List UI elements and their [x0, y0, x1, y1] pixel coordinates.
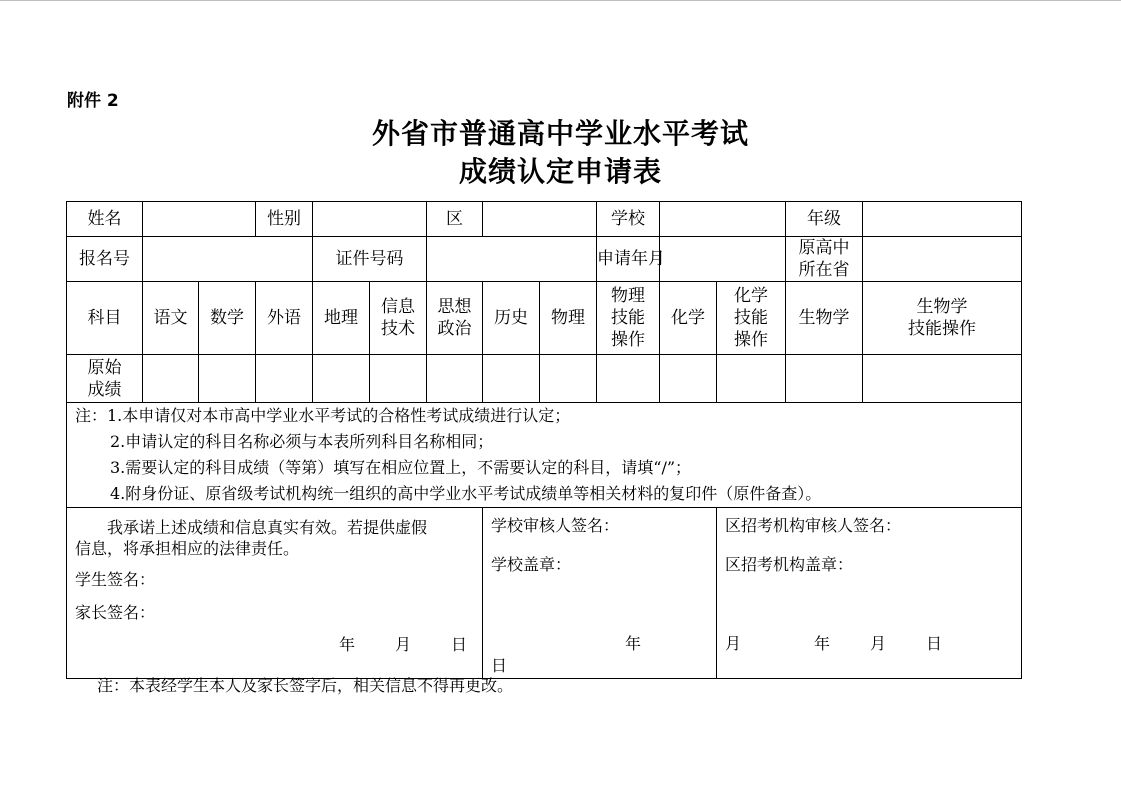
score-chemistry-skill-field[interactable] [717, 355, 786, 403]
apply-month-field[interactable] [660, 237, 786, 282]
subject-foreign-language: 外语 [256, 282, 313, 355]
footnote: 注：本表经学生本人及家长签字后，相关信息不得再更改。 [97, 676, 514, 695]
gender-label: 性别 [256, 202, 313, 237]
orig-province-field[interactable] [863, 237, 1022, 282]
promise-text-line1: 我承诺上述成绩和信息真实有效。若提供虚假 [107, 518, 428, 537]
note-4: 4.附身份证、原省级考试机构统一组织的高中学业水平考试成绩单等相关材料的复印件（原件备查）。 [110, 484, 822, 503]
district-review-cell[interactable] [717, 508, 1022, 679]
grade-label: 年级 [786, 202, 863, 237]
subject-information-technology: 信息 技术 [370, 282, 427, 355]
score-biology-skill-field[interactable] [863, 355, 1022, 403]
parent-signature-label: 家长签名： [75, 603, 156, 622]
subject-history: 历史 [483, 282, 540, 355]
original-scores-label: 原始 成绩 [67, 355, 143, 403]
grade-field[interactable] [863, 202, 1022, 237]
name-field[interactable] [143, 202, 256, 237]
form-title-line1: 外省市普通高中学业水平考试 [371, 117, 749, 150]
subjects-header-row [67, 282, 1022, 355]
subject-chemistry: 化学 [660, 282, 717, 355]
id-no-field[interactable] [427, 237, 597, 282]
student-date-day: 日 [451, 635, 468, 654]
school-review-cell[interactable] [483, 508, 742, 679]
score-chemistry-field[interactable] [660, 355, 717, 403]
reg-no-label: 报名号 [67, 237, 143, 282]
note-1: 注：1.本申请仅对本市高中学业水平考试的合格性考试成绩进行认定； [75, 406, 571, 425]
score-math-field[interactable] [199, 355, 256, 403]
name-label: 姓名 [67, 202, 143, 237]
notes-cell [67, 403, 1022, 508]
subject-physics: 物理 [540, 282, 597, 355]
form-title-line2: 成绩认定申请表 [458, 155, 662, 188]
subject-chemistry-skill: 化学 技能 操作 [717, 282, 786, 355]
id-no-label: 证件号码 [313, 237, 427, 282]
subject-header-label: 科目 [67, 282, 143, 355]
school-date-day: 日 [491, 656, 508, 675]
note-3: 3.需要认定的科目成绩（等第）填写在相应位置上，不需要认定的科目，请填“/”； [110, 458, 692, 477]
gender-field[interactable] [313, 202, 427, 237]
district-date-year: 年 [814, 634, 831, 653]
score-physics-skill-field[interactable] [597, 355, 660, 403]
school-date-year: 年 [625, 634, 642, 653]
district-label: 区 [427, 202, 483, 237]
score-history-field[interactable] [483, 355, 540, 403]
school-field[interactable] [660, 202, 786, 237]
score-politics-field[interactable] [427, 355, 483, 403]
orig-province-label: 原高中 所在省 [786, 237, 863, 282]
form-row-id-info [67, 237, 1022, 282]
district-field[interactable] [483, 202, 597, 237]
page-top-border [0, 0, 1121, 1]
score-chinese-field[interactable] [143, 355, 199, 403]
application-form-table [66, 201, 1022, 679]
score-geography-field[interactable] [313, 355, 370, 403]
subject-math: 数学 [199, 282, 256, 355]
subject-biology-skill: 生物学 技能操作 [863, 282, 1022, 355]
district-seal-label: 区招考机构盖章： [725, 555, 854, 574]
school-seal-label: 学校盖章： [491, 555, 572, 574]
student-promise-cell[interactable] [67, 508, 483, 679]
original-scores-row [67, 355, 1022, 403]
school-date-month: 月 [725, 634, 742, 653]
note-2: 2.申请认定的科目名称必须与本表所列科目名称相同； [110, 432, 494, 451]
student-date-year: 年 [339, 635, 356, 654]
reg-no-field[interactable] [143, 237, 313, 282]
score-biology-field[interactable] [786, 355, 863, 403]
student-date-month: 月 [395, 635, 412, 654]
score-physics-field[interactable] [540, 355, 597, 403]
student-signature-label: 学生签名： [75, 570, 156, 589]
school-reviewer-signature-label: 学校审核人签名： [491, 516, 620, 535]
signatures-row [67, 508, 1022, 679]
notes-row [67, 403, 1022, 508]
score-foreign-field[interactable] [256, 355, 313, 403]
subject-geography: 地理 [313, 282, 370, 355]
score-it-field[interactable] [370, 355, 427, 403]
attachment-label: 附件 2 [67, 91, 119, 111]
apply-month-label: 申请年月 [597, 237, 660, 282]
school-label: 学校 [597, 202, 660, 237]
subject-physics-skill: 物理 技能 操作 [597, 282, 660, 355]
district-date-month: 月 [870, 634, 887, 653]
promise-text-line2: 信息，将承担相应的法律责任。 [75, 539, 300, 558]
form-row-basic-info [67, 202, 1022, 237]
subject-chinese: 语文 [143, 282, 199, 355]
subject-politics: 思想 政治 [427, 282, 483, 355]
district-date-day: 日 [926, 634, 943, 653]
district-reviewer-signature-label: 区招考机构审核人签名： [725, 516, 902, 535]
subject-biology: 生物学 [786, 282, 863, 355]
